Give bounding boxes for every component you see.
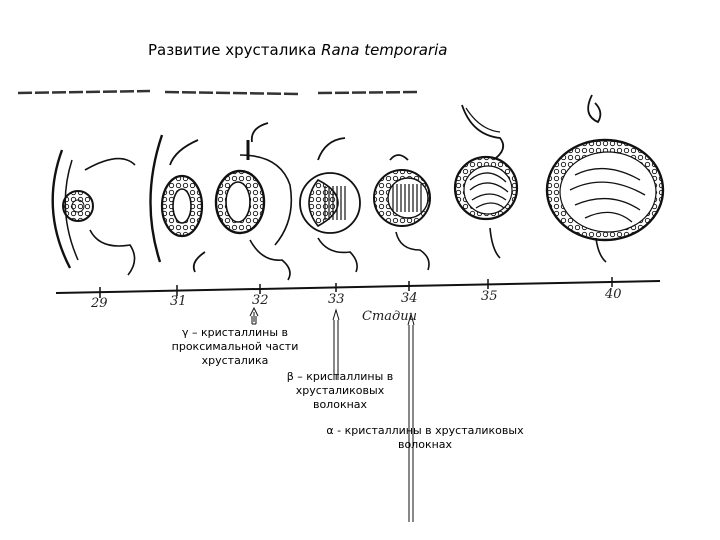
figure-title-main: Развитие хрусталика xyxy=(148,41,317,59)
lens-stage-29 xyxy=(53,150,135,275)
lens-stage-31 xyxy=(150,135,205,272)
figure-title-species: Rana temporaria xyxy=(321,41,448,59)
stage-label-34: 34 xyxy=(401,291,418,306)
gamma-crystallins-note xyxy=(160,326,310,368)
scan-artifact-line xyxy=(18,91,420,94)
stage-axis xyxy=(56,281,660,293)
gamma-arrow xyxy=(250,308,258,324)
alpha-note-line-1: α - кристаллины в хрусталиковых xyxy=(326,424,524,437)
beta-note-line-2: хрусталиковых xyxy=(295,384,385,397)
lens-stage-32 xyxy=(216,123,291,280)
lens-stage-35 xyxy=(455,105,517,258)
gamma-note-line-1: γ – кристаллины в xyxy=(181,326,289,339)
stage-label-31: 31 xyxy=(170,294,187,309)
stage-label-35: 35 xyxy=(481,289,498,304)
alpha-note-line-2: волокнах xyxy=(397,438,453,451)
gamma-note-line-2: проксимальной части xyxy=(171,340,299,353)
stage-label-32: 32 xyxy=(252,293,269,308)
stage-label-29: 29 xyxy=(91,296,108,311)
alpha-crystallins-note xyxy=(310,424,540,452)
gamma-note-line-3: хрусталика xyxy=(201,354,269,367)
beta-crystallins-note xyxy=(260,370,420,412)
lens-stage-40 xyxy=(547,95,663,262)
lens-stage-34 xyxy=(374,155,430,270)
stage-axis-label: Стадии xyxy=(362,309,418,324)
beta-note-line-1: β – кристаллины в xyxy=(286,370,394,383)
lens-stage-33 xyxy=(300,138,360,272)
beta-note-line-3: волокнах xyxy=(312,398,368,411)
stage-label-40: 40 xyxy=(605,287,622,302)
alpha-arrow xyxy=(408,314,414,522)
stage-label-33: 33 xyxy=(328,292,345,307)
